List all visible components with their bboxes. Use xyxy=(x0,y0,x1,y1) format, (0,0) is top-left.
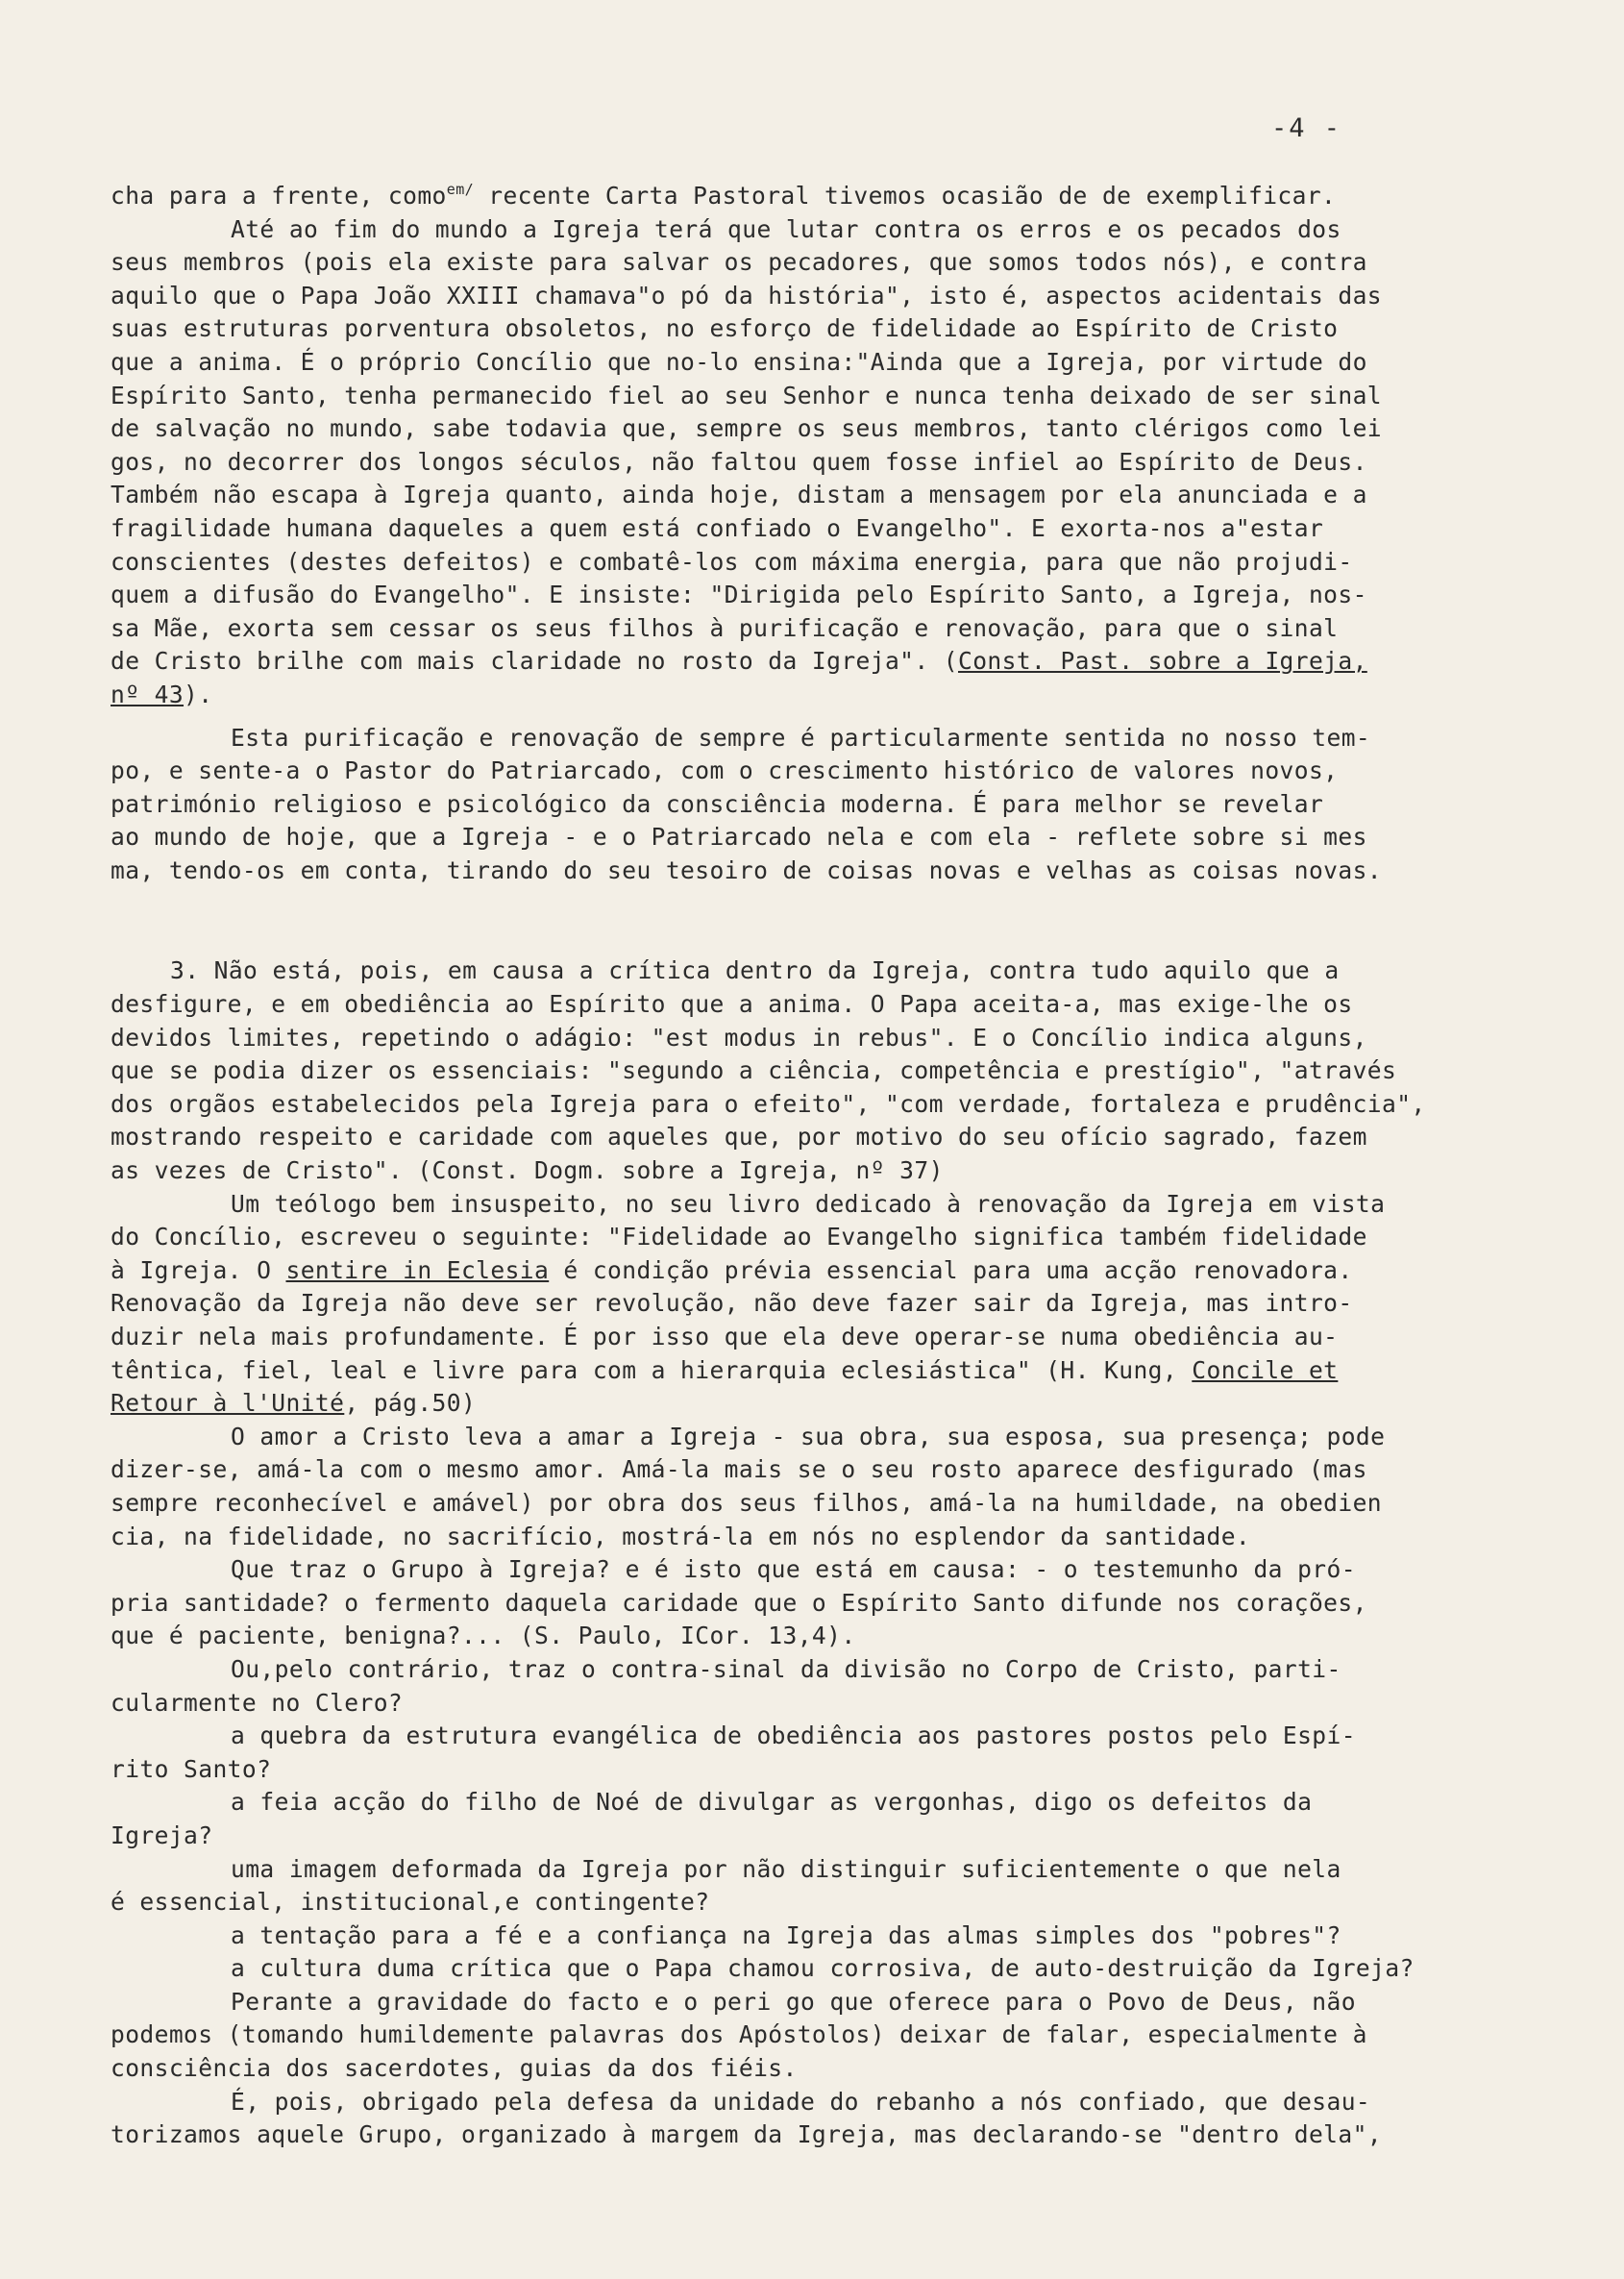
text-line: Até ao fim do mundo a Igreja terá que lutar contra os erros e os pecados dos xyxy=(231,214,1341,243)
text-line: Retour à l'Unité, pág.50) xyxy=(111,1389,477,1418)
text-line: dizer-se, amá-la com o mesmo amor. Amá-la mais se o seu rosto aparece desfigurado (mas xyxy=(111,1455,1367,1484)
text-line: sa Mãe, exorta sem cessar os seus filhos à purificação e renovação, para que o sinal xyxy=(111,613,1339,642)
text-line: Que traz o Grupo à Igreja? e é isto que está em causa: - o testemunho da pró- xyxy=(231,1555,1356,1584)
text-line: Também não escapa à Igreja quanto, ainda hoje, distam a mensagem por ela anunciada e a xyxy=(111,481,1367,509)
citation-underlined: Concile et xyxy=(1192,1355,1339,1384)
text-line: conscientes (destes defeitos) e combatê-los com máxima energia, para que não projudi- xyxy=(111,547,1353,576)
paragraph-3 xyxy=(111,954,1427,1187)
text-line: ao mundo de hoje, que a Igreja - e o Patriarcado nela e com ela - reflete sobre si mes xyxy=(111,823,1367,852)
text-line: mostrando respeito e caridade com aqueles que, por motivo do seu ofício sagrado, fazem xyxy=(111,1123,1367,1152)
text-line: a quebra da estrutura evangélica de obediência aos pastores postos pelo Espí- xyxy=(231,1722,1356,1750)
text-line: desfigure, e em obediência ao Espírito que a anima. O Papa aceita-a, mas exige-lhe os xyxy=(111,990,1353,1019)
paragraph-4 xyxy=(111,1188,1427,1421)
text-line: rito Santo? xyxy=(111,1754,272,1783)
paragraph-9 xyxy=(111,2086,1427,2152)
text-line: Um teólogo bem insuspeito, no seu livro dedicado à renovação da Igreja em vista xyxy=(231,1189,1386,1218)
paragraph-8 xyxy=(111,1986,1427,2086)
paragraph-6 xyxy=(111,1553,1427,1653)
text-line: de Cristo brilhe com mais claridade no rosto da Igreja". (Const. Past. sobre a Igreja, xyxy=(111,647,1367,676)
paragraph-2 xyxy=(111,722,1427,888)
text-line: cha para a frente, como$^{em/}$ recente Carta Pastoral tivemos ocasião de de exemplificar. xyxy=(111,181,1337,210)
text-line: duzir nela mais profundamente. É por isso que ela deve operar-se numa obediência au- xyxy=(111,1323,1339,1350)
text-line: é essencial, institucional,e contingente? xyxy=(111,1888,710,1917)
text-line: fragilidade humana daqueles a quem está confiado o Evangelho". E exorta-nos a"estar xyxy=(111,513,1324,542)
text-line: Ou,pelo contrário, traz o contra-sinal da divisão no Corpo de Cristo, parti- xyxy=(231,1654,1341,1683)
citation-underlined: nº 43 xyxy=(111,680,185,708)
text-line: dos orgãos estabelecidos pela Igreja para o efeito", "com verdade, fortaleza e prudência", xyxy=(111,1089,1426,1118)
text-line: consciência dos sacerdotes, guias da dos fiéis. xyxy=(111,2054,798,2083)
text-line: O amor a Cristo leva a amar a Igreja - sua obra, sua esposa, sua presença; pode xyxy=(231,1422,1386,1450)
text-line: podemos (tomando humildemente palavras dos Apóstolos) deixar de falar, especialmente à xyxy=(111,2020,1367,2049)
text-line: sempre reconhecível e amável) por obra dos seus filhos, amá-la na humildade, na obedien xyxy=(111,1488,1382,1517)
text-line: quem a difusão do Evangelho". E insiste: "Dirigida pelo Espírito Santo, a Igreja, nos- xyxy=(111,581,1367,609)
text-line: à Igreja. O sentire in Eclesia é condição prévia essencial para uma acção renovadora. xyxy=(111,1255,1353,1284)
text-line: Renovação da Igreja não deve ser revolução, não deve fazer sair da Igreja, mas intro- xyxy=(111,1289,1353,1318)
document-body xyxy=(111,173,1427,2152)
section-gap xyxy=(111,887,1427,954)
text-line: aquilo que o Papa João XXIII chamava"o pó da história", isto é, aspectos acidentais das xyxy=(111,281,1382,310)
text-line: têntica, fiel, leal e livre para com a hierarquia eclesiástica" (H. Kung, Concile et xyxy=(111,1355,1339,1384)
citation-underlined: Const. Past. sobre a Igreja, xyxy=(958,647,1367,676)
paragraph-7 xyxy=(111,1653,1427,1986)
citation-underlined: Retour à l'Unité xyxy=(111,1389,345,1418)
page-number: -4 - xyxy=(1270,113,1341,143)
handwritten-insertion: em/ xyxy=(446,181,475,198)
text-line: património religioso e psicológico da consciência moderna. É para melhor se revelar xyxy=(111,789,1324,818)
text-line: de salvação no mundo, sabe todavia que, sempre os seus membros, tanto clérigos como lei xyxy=(111,414,1382,443)
text-line: pria santidade? o fermento daquela caridade que o Espírito Santo difunde nos corações, xyxy=(111,1588,1367,1617)
text-line: cularmente no Clero? xyxy=(111,1688,404,1717)
text-line: seus membros (pois ela existe para salvar os pecadores, que somos todos nós), e contra xyxy=(111,248,1367,277)
text-line: Espírito Santo, tenha permanecido fiel ao seu Senhor e nunca tenha deixado de ser sinal xyxy=(111,381,1382,409)
text-line: Esta purificação e renovação de sempre é particularmente sentida no nosso tem- xyxy=(231,723,1371,752)
text-line: a tentação para a fé e a confiança na Igreja das almas simples dos "pobres"? xyxy=(231,1920,1341,1949)
text-line: po, e sente-a o Pastor do Patriarcado, com o crescimento histórico de valores novos, xyxy=(111,756,1339,785)
text-line: do Concílio, escreveu o seguinte: "Fidelidade ao Evangelho significa também fidelidade xyxy=(111,1223,1367,1251)
text-line: ma, tendo-os em conta, tirando do seu tesoiro de coisas novas e velhas as coisas novas. xyxy=(111,855,1382,884)
paragraph-1 xyxy=(111,173,1427,712)
text-line: que se podia dizer os essenciais: "segundo a ciência, competência e prestígio", "através xyxy=(111,1056,1397,1085)
text-line: nº 43). xyxy=(111,680,213,708)
text-line: uma imagem deformada da Igreja por não distinguir suficientemente o que nela xyxy=(231,1854,1341,1883)
paragraph-5 xyxy=(111,1421,1427,1553)
text-line: Igreja? xyxy=(111,1821,213,1849)
text-line: devidos limites, repetindo o adágio: "est modus in rebus". E o Concílio indica alguns, xyxy=(111,1023,1367,1052)
text-line: as vezes de Cristo". (Const. Dogm. sobre a Igreja, nº 37) xyxy=(111,1156,944,1185)
latin-phrase-underlined: sentire in Eclesia xyxy=(285,1255,550,1284)
text-line: gos, no decorrer dos longos séculos, não faltou quem fosse infiel ao Espírito de Deus. xyxy=(111,447,1367,476)
text-line: a cultura duma crítica que o Papa chamou corrosiva, de auto-destruição da Igreja? xyxy=(231,1954,1415,1983)
text-line: 3. Não está, pois, em causa a crítica dentro da Igreja, contra tudo aquilo que a xyxy=(170,956,1340,985)
text-line: suas estruturas porventura obsoletos, no esforço de fidelidade ao Espírito de Cristo xyxy=(111,314,1339,343)
text-line: que a anima. É o próprio Concílio que no-lo ensina:"Ainda que a Igreja, por virtude do xyxy=(111,347,1367,376)
text-line: a feia acção do filho de Noé de divulgar as vergonhas, digo os defeitos da xyxy=(231,1788,1313,1817)
text-line: Perante a gravidade do facto e o peri go que oferece para o Povo de Deus, não xyxy=(231,1987,1356,2016)
text-line: que é paciente, benigna?... (S. Paulo, ICor. 13,4). xyxy=(111,1622,856,1650)
text-line: torizamos aquele Grupo, organizado à margem da Igreja, mas declarando-se "dentro dela", xyxy=(111,2120,1382,2149)
text-line: cia, na fidelidade, no sacrifício, mostrá-la em nós no esplendor da santidade. xyxy=(111,1522,1251,1550)
text-line: É, pois, obrigado pela defesa da unidade do rebanho a nós confiado, que desau- xyxy=(231,2087,1371,2116)
